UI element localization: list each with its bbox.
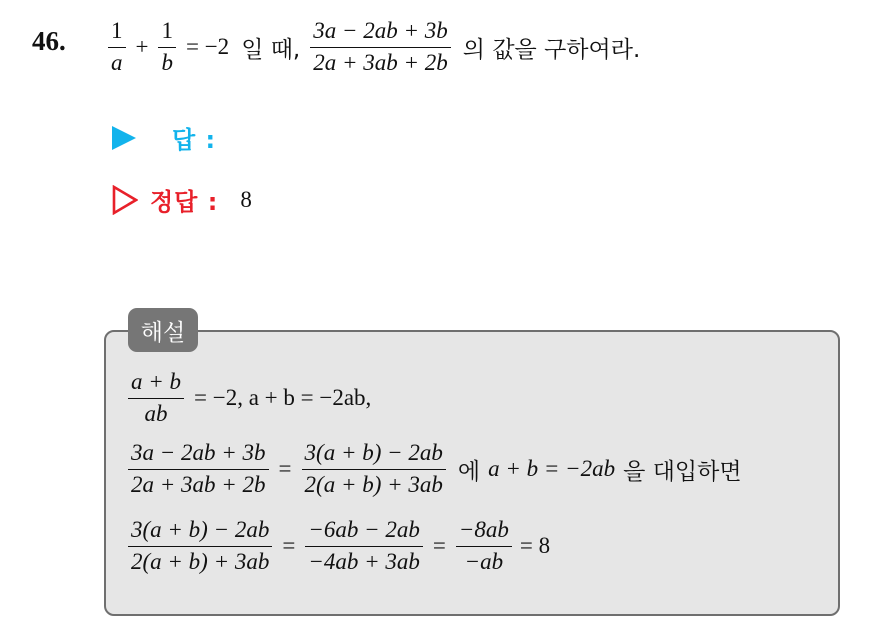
fraction-denominator: 2(a + b) + 3ab — [304, 471, 443, 497]
equals-sign: = — [282, 533, 296, 558]
solution-text-particle: 에 — [457, 458, 481, 485]
grouped-fraction — [302, 440, 446, 498]
fraction-denominator: a — [111, 49, 123, 75]
solution-text-substitute: 을 대입하면 — [623, 458, 742, 485]
simplified-fraction — [456, 517, 512, 575]
answer-row — [112, 120, 216, 155]
substituted-fraction — [305, 517, 423, 575]
equals-sign: = — [432, 533, 446, 558]
fraction-denominator: ab — [144, 400, 168, 426]
fraction-denominator: −ab — [464, 548, 504, 574]
fraction-sum-over-product — [128, 369, 184, 427]
substitution-expression: a + b = −2ab — [488, 456, 616, 481]
plus-sign: + — [135, 34, 149, 59]
fraction-denominator: 2(a + b) + 3ab — [131, 548, 270, 574]
fraction-denominator: 2a + 3ab + 2b — [313, 49, 448, 75]
condition-connector: 일 때, — [241, 36, 301, 63]
solution-line-3 — [128, 512, 550, 580]
fraction-numerator: −6ab − 2ab — [308, 517, 420, 543]
target-fraction — [128, 440, 269, 498]
question-suffix: 의 값을 구하여라. — [462, 36, 641, 63]
fraction-denominator: b — [161, 49, 173, 75]
correct-answer-label: 정답 : — [150, 188, 219, 216]
solution-tag: 해설 — [128, 308, 198, 352]
question-statement — [104, 12, 640, 82]
grouped-fraction — [128, 517, 272, 575]
fraction-numerator: −8ab — [458, 517, 509, 543]
correct-answer-row — [112, 182, 252, 217]
equals-sign: = — [278, 456, 292, 481]
fraction-numerator: 1 — [111, 18, 123, 44]
fraction-numerator: a + b — [131, 369, 182, 395]
answer-label: 답 : — [172, 126, 217, 154]
target-fraction — [310, 18, 451, 76]
condition-rhs: = −2 — [185, 34, 230, 59]
solution-line-1-rest: = −2, a + b = −2ab, — [194, 385, 372, 410]
solution-result: = 8 — [519, 533, 551, 558]
question-number: 46. — [32, 26, 66, 56]
fraction-one-over-b — [158, 18, 176, 76]
correct-answer-value: 8 — [240, 186, 252, 212]
play-triangle-icon — [112, 126, 136, 150]
fraction-numerator: 3a − 2ab + 3b — [313, 18, 448, 44]
fraction-denominator: 2a + 3ab + 2b — [131, 471, 266, 497]
solution-line-1 — [128, 366, 371, 430]
solution-line-2 — [128, 436, 742, 502]
outline-triangle-icon — [112, 185, 138, 215]
fraction-one-over-a — [108, 18, 126, 76]
fraction-numerator: 3(a + b) − 2ab — [304, 440, 443, 466]
fraction-denominator: −4ab + 3ab — [308, 548, 420, 574]
fraction-numerator: 3(a + b) − 2ab — [131, 517, 270, 543]
fraction-numerator: 1 — [161, 18, 173, 44]
fraction-numerator: 3a − 2ab + 3b — [131, 440, 266, 466]
